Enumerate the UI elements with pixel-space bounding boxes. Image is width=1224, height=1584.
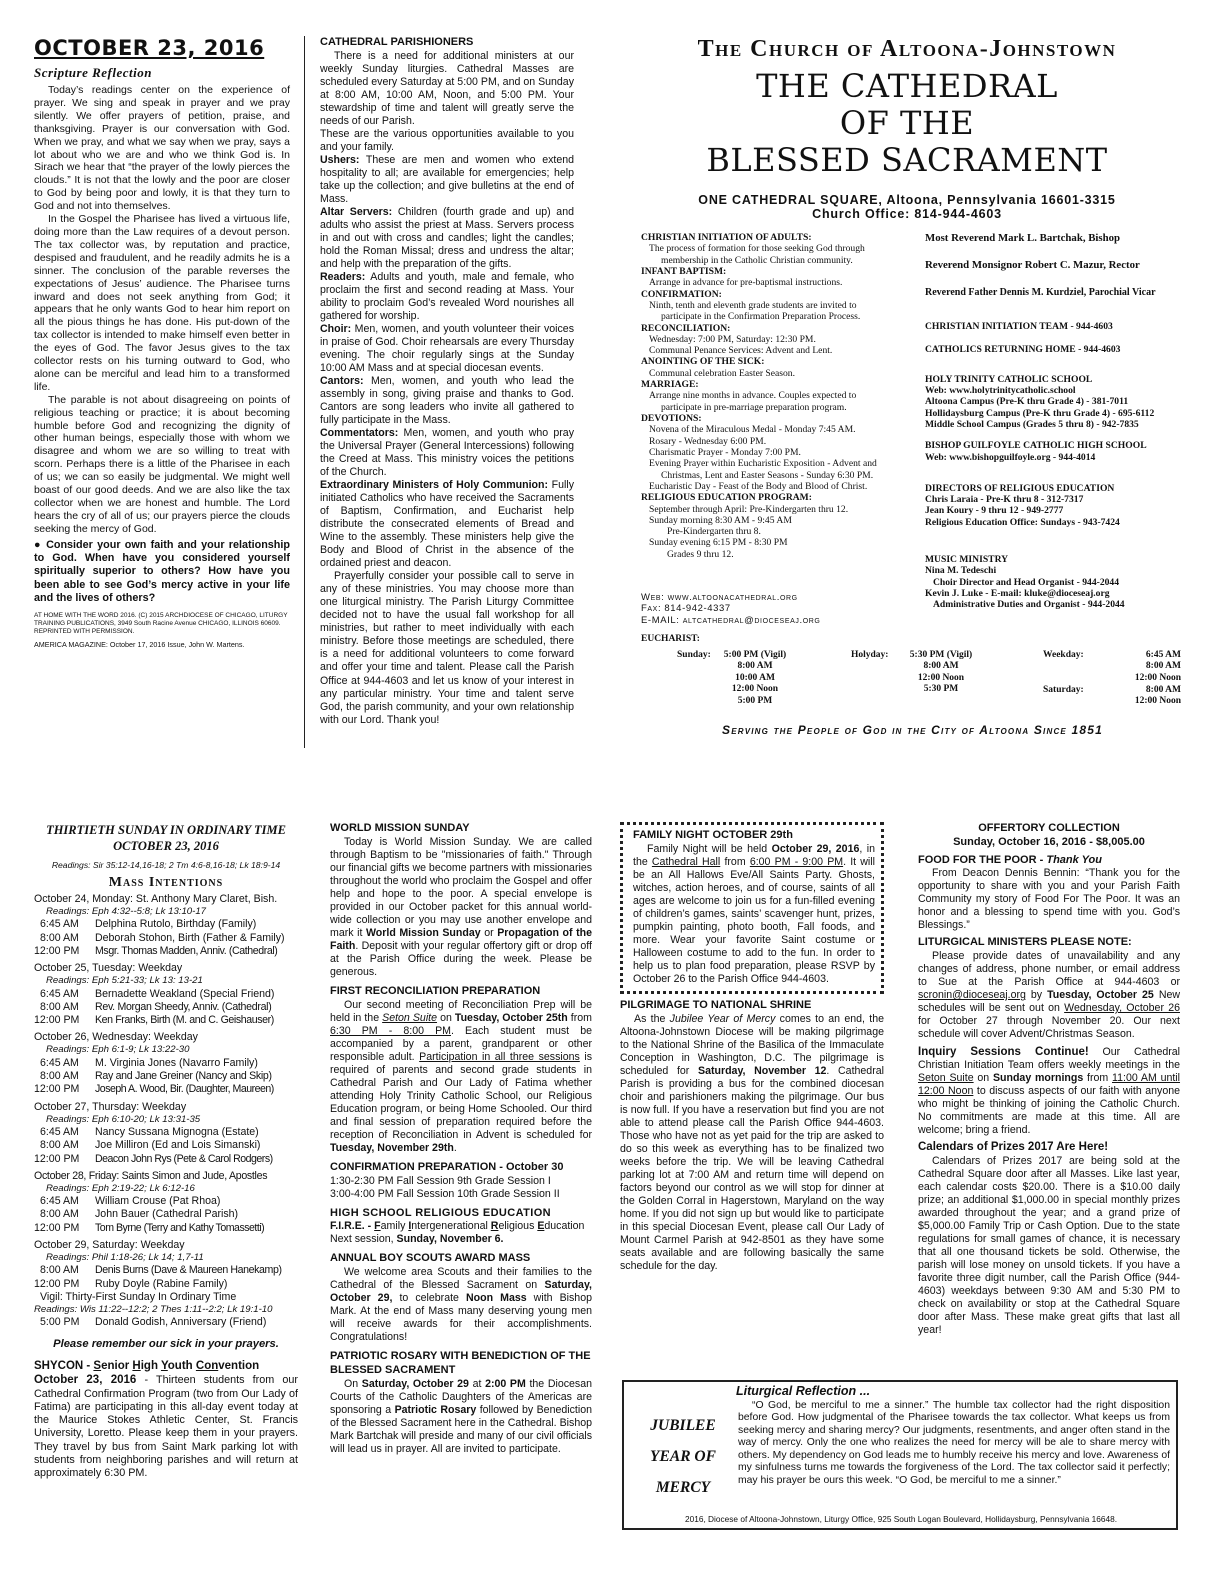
ministry-item: Readers: Adults and youth, male and female, who proclaim the first and second reading at Mass. Your ability to proclaim God’s revealed Word nourishes all gathered for worship. <box>320 271 574 323</box>
mass-intentions-column: THIRTIETH SUNDAY IN ORDINARY TIME OCTOBER 23, 2016 Readings: Sir 35:12-14,16-18; 2 Tm 4:6-8,16-18; Lk 18:9-14 Mass Intentions October 24, Monday: St. Anthony Mary Claret, Bish. Readings: Eph 4:32--5:8; Lk 13:10-17 6:45 AM Delphina Rutolo, Birthday (Family) 8:00 AM Deborah Stohon, Birth (Father & Family) 12:00 PM Msgr. Thomas Madden, Anniv. (Cathedral) October 25, Tuesday: Weekday Readings: Eph 5:21-33; Lk 13: 13-21 6:45 AM Bernadette Weakland (Special Friend) 8:00 AM Rev. Morgan Sheedy, Anniv. (Cathedral) 12:00 PM Ken Franks, Birth (M. and C. Geishauser) October 26, Wednesday: Weekday Readings: Eph 6:1-9; Lk 13:22-30 6:45 AM M. Virginia Jones (Navarro Family) 8:00 AM Ray and Jane Greiner (Nancy and Skip) 12:00 PM Joseph A. Wood, Bir. (Daughter, Maureen) October 27, Thursday: Weekday Readings: Eph 6:10-20; Lk 13:31-35 6:45 AM Nancy Sussana Mignogna (Estate) 8:00 AM Joe Milliron (Ed and Lois Simanski) 12:00 PM Deacon John Rys (Pete & Carol Rodgers) October 28, Friday: Saints Simon and Jude, Apostles Readings: Eph 2:19-22; Lk 6:12-16 6:45 AM William Crouse (Pat Rhoa) 8:00 AM John Bauer (Cathedral Parish) 12:00 PM Tom Byrne (Terry and Kathy Tomassetti) October 29, Saturday: Weekday Readings: Phil 1:18-26; Lk 14; 1,7-11 8:00 AM Denis Burns (Dave & Maureen Hanekamp) 12:00 PM Ruby Doyle (Rabine Family) Vigil: Thirty-First Sunday In Ordinary Time Readings: Wis 11:22--12:2; 2 Thes 1:11--2:2; Lk 19:1-10 5:00 PM Donald Godish, Anniversary (Friend) Please remember our sick in your prayers. SHYCON - Senior High Youth Convention October 23, 2016 - Thirteen students from our Cathedral Confirmation Program (two from Our Lady of Fatima) are participating in this all-day event today at the Maurice Stokes Athletic Center, St. Francis University, Loretto. Please keep them in your prayers. They travel by bus from Saint Mark parking lot with students from neighboring parishes and will return at approximately 6:30 PM. <box>34 823 298 1480</box>
ministry-item: Choir: Men, women, and youth volunteer their voices in praise of God. Choir rehearsals are every Thursday evening. The choir regularly sings at the Sunday 10:00 AM Mass and at special diocesan events. <box>320 323 574 375</box>
sunday-date: OCTOBER 23, 2016 <box>113 839 219 853</box>
directory-entry: CHRISTIAN INITIATION TEAM - 944-4603 <box>925 321 1113 332</box>
pilgrimage-section: PILGRIMAGE TO NATIONAL SHRINE As the Jubilee Year of Mercy comes to an end, the Altoona-Johnstown Diocese will be making pilgrimage to the National Shrine of the Basilica of the Immaculate Conception in Washington, D.C. The pilgrimage is scheduled for Saturday, November 12. Cathedral Parish is providing a bus for the combined diocesan choir and parishioners making the pilgrimage. Our bus is now full. If you have a reservation but find you are not able to attend please call the Parish Office 944-4603. Those who have not as yet paid for the trip are asked to do so this week as everything has to be finalized two weeks before the trip. We will be leaving Cathedral parking lot at 7:00 AM and return time will depend on factors beyond our control as we will stop for dinner at the Golden Corral in Hagerstown, Maryland on the way home. If you did not sign up but would like to participate in this special Diocesan Event, please call Our Lady of Mount Carmel Parish at 942-8501 as they have some seats available and are following basically the same schedule for the day. <box>620 998 884 1272</box>
reconciliation-section: FIRST RECONCILIATION PREPARATION Our second meeting of Reconciliation Prep will be held in the Seton Suite on Tuesday, October 25th from 6:30 PM - 8:00 PM. Each student must be accompanied by a parent, grandparent or other responsible adult. Participation in all three sessions is required of parents and second grade students in Cathedral Parish and Our Lady of Fatima whether attending Holy Trinity Catholic School, our Religious Education program, or being Home Schooled. Our third and final session of preparation required before the reception of Reconciliation in Advent is scheduled for Tuesday, November 29th. <box>330 984 593 1154</box>
bullet-icon: ● <box>34 538 47 551</box>
ministers-note-section: LITURGICAL MINISTERS PLEASE NOTE: Please provide dates of unavailability and any changes of address, phone number, or email address to Sue at the Parish Office at 944-4603 or scronin@dioceseaj.org by Tuesday, October 25 New schedules will be sent out on Wednesday, October 26 for October 27 through November 20. Our next schedule will cover Advent/Christmas Season. <box>918 936 1181 1041</box>
liturgical-reflection-box <box>622 1380 1178 1530</box>
jubilee-badge: JUBILEE YEAR OF MERCY <box>650 1417 716 1496</box>
paragraph: There is a need for additional ministers at our weekly Sunday liturgies. Cathedral Masses are scheduled every Saturday at 5:00 PM, and on Sunday at 8:00 AM, 10:00 AM, Noon, and 5:00 PM. Your stewardship of time and talent will greatly serve the needs of our Parish. <box>320 49 574 127</box>
holy-trinity-school: HOLY TRINITY CATHOLIC SCHOOL Web: www.holytrinitycatholic.school Altoona Campus (Pre-K thru Grade 4) - 381-7011 Hollidaysburg Campus (Pre-K thru Grade 4) - 695-6112 Middle School Campus (Grades 5 thru 8) - 942-7835 <box>925 373 1155 430</box>
ministry-item: Ushers: These are men and women who extend hospitality to all; are available for emergencies; help take up the collection; and give bulletins at the end of Mass. <box>320 153 574 205</box>
food-for-poor-section: FOOD FOR THE POOR - Thank You From Deacon Dennis Bennin: “Thank you for the opportunity to share with you and your Parish Faith Community my story of Food For The Poor. It was an honor and a blessing to spend time with you. God’s Blessings.” <box>918 853 1180 932</box>
email-link[interactable]: E-MAIL: altcathedral@dioceseaj.org <box>641 614 821 626</box>
reflection-question: ● Consider your own faith and your relationship to God. When have you considered yourself spiritually superior to others? How have you been able to see God’s mercy active in your life and the lives of others? <box>34 538 290 605</box>
world-mission-section: WORLD MISSION SUNDAY Today is World Mission Sunday. We are called through Baptism to be "missionaries of faith." Through our financial gifts we become partners with missionaries throughout the world who proclaim the Gospel and offer help and hope to the poor. A special envelope is provided in our October packet for this annual world-wide collection or you may use another envelope and mark it World Mission Sunday or Propagation of the Faith. Deposit with your regular offertory gift or drop off at the Parish Office during the week. Please be generous. <box>330 822 593 978</box>
family-night-box: FAMILY NIGHT OCTOBER 29th Family Night will be held October 29, 2016, in the Cathedral Hall from 6:00 PM - 9:00 PM. It will be an All Hallows Eve/All Saints Party. Ghosts, witches, action heroes, and of course, saints of all ages are welcome to join us for a fun-filled evening of children’s games, saints’ scavenger hunt, prizes, pumpkin painting, photo booth, Fall foods, and more. Wear your favorite Saint costume or Halloween costume to add to the fun. In order to help us to plan food preparation, please RSVP by October 26 to the Parish Office 944-4603. <box>620 822 884 994</box>
paragraph: These are the various opportunities available to you and your family. <box>320 127 574 153</box>
offertory-amount: Sunday, October 16, 2016 - $8,005.00 <box>953 835 1145 848</box>
tagline: Serving the People of God in the City of Altoona Since 1851 <box>721 723 1103 737</box>
events-column <box>620 822 884 1273</box>
offertory-title: OFFERTORY COLLECTION <box>978 822 1120 834</box>
email-link[interactable]: scronin@dioceseaj.org <box>918 989 1026 1002</box>
cathedral-title: OF THE <box>839 104 975 142</box>
column-divider <box>304 36 305 748</box>
eucharist-label: EUCHARIST: <box>641 634 700 644</box>
reflection-credit: 2016, Diocese of Altoona-Johnstown, Liturgy Office, 925 South Logan Boulevard, Hollidaysburg, Pennsylvania 16648. <box>684 1514 1118 1524</box>
sick-reminder: Please remember our sick in your prayers. <box>53 1337 279 1350</box>
inquiry-section: Inquiry Sessions Continue! Our Cathedral Christian Initiation Team offers weekly meetings in the Seton Suite on Sunday mornings from 11:00 AM until 12:00 Noon to discuss aspects of our faith with anyone who might be thinking of joining the Catholic Church. No commitments are made at this time. All are welcome; bring a friend. <box>918 1046 1181 1137</box>
offertory-column <box>918 822 1180 1337</box>
fax: Fax: 814-942-4337 <box>641 603 731 615</box>
intention-day: October 26, Wednesday: Weekday Readings: Eph 6:1-9; Lk 13:22-30 6:45 AM M. Virginia Jones (Navarro Family) 8:00 AM Ray and Jane Greiner (Nancy and Skip) 12:00 PM Joseph A. Wood, Bir. (Daughter, Maureen) <box>34 1031 274 1096</box>
clergy-name: Most Reverend Mark L. Bartchak, Bishop <box>925 232 1121 244</box>
bishop-guilfoyle-school: BISHOP GUILFOYLE CATHOLIC HIGH SCHOOL Web: www.bishopguilfoyle.org - 944-4014 <box>925 440 1147 463</box>
section-title: SHYCON - Senior High Youth Convention <box>34 1359 260 1372</box>
scripture-title: Scripture Reflection <box>34 65 152 80</box>
clergy-name: Reverend Monsignor Robert C. Mazur, Rector <box>925 259 1140 271</box>
sacrament-heading: MARRIAGE: <box>641 379 699 391</box>
scripture-paragraph: The parable is not about disagreeing on points of religious teaching or practice; it is about becoming humble before God and recognizing the dignity of other human beings, especially those with whom we disagree and whom we are so willing to treat with scorn. Perhaps there is a little of the Pharisee in each of us; we can so easily be judgmental. We might well boast of our good deeds. And we are also like the tax collector when we are honest and humble. The Lord hears the cry of all of us; our prayers pierce the clouds seeking the mercy of God. <box>34 393 290 535</box>
intention-day: October 28, Friday: Saints Simon and Jude, Apostles Readings: Eph 2:19-22; Lk 6:12-16 6:45 AM William Crouse (Pat Rhoa) 8:00 AM John Bauer (Cathedral Parish) 12:00 PM Tom Byrne (Terry and Kathy Tomassetti) <box>34 1169 268 1234</box>
eucharist-schedule: EUCHARIST: Sunday: 5:00 PM (Vigil) 8:00 AM 10:00 AM 12:00 Noon 5:00 PM Holyday: 5:30 PM (Vigil) 8:00 AM 12:00 Noon 5:30 PM Weekday: 6:45 AM 8:00 AM 12:00 Noon Saturday: 8:00 AM 12:00 Noon <box>641 634 1181 707</box>
ministry-item: Altar Servers: Children (fourth grade and up) and adults who assist the priest at Mass. Servers process in and out with cross and candles; light the candles; hold the Roman Missal; dress and undress the altar; and help with the preparation of the gifts. <box>320 205 574 270</box>
vigil: Vigil: Thirty-First Sunday In Ordinary Time <box>40 1290 237 1303</box>
cathedral-title: BLESSED SACRAMENT <box>706 141 1108 179</box>
masthead <box>620 36 1194 221</box>
ministry-item: Cantors: Men, women, and youth who lead the assembly in song, giving praise and thanks to God. Cantors are song leaders who invite all gathered to fully participate in the Mass. <box>320 375 574 427</box>
intention-day: October 27, Thursday: Weekday Readings: Eph 6:10-20; Lk 13:31-35 6:45 AM Nancy Sussana Mignogna (Estate) 8:00 AM Joe Milliron (Ed and Lois Simanski) 12:00 PM Deacon John Rys (Pete & Carol Rodgers) <box>34 1100 273 1165</box>
intention-day: October 25, Tuesday: Weekday Readings: Eph 5:21-33; Lk 13: 13-21 6:45 AM Bernadette Weakland (Special Friend) 8:00 AM Rev. Morgan Sheedy, Anniv. (Cathedral) 12:00 PM Ken Franks, Birth (M. and C. Geishauser) <box>34 962 275 1027</box>
sunday-title: THIRTIETH SUNDAY IN ORDINARY TIME <box>46 823 286 837</box>
reflection-title: Liturgical Reflection ... <box>736 1384 871 1398</box>
ministry-item: Extraordinary Ministers of Holy Communion: Fully initiated Catholics who have received the Sacraments of Baptism, Confirmation, and Eucharist help distribute the consecrated elements of Bread and Wine to the assembly. These ministers help give the Body and Blood of Christ in the absence of the ordained priest and deacon. <box>320 479 574 570</box>
hs-religious-ed-section: HIGH SCHOOL RELIGIOUS EDUCATION F.I.R.E. - Family Intergenerational Religious Education Next session, Sunday, November 6. <box>330 1206 585 1246</box>
paragraph: Prayerfully consider your possible call to serve in any of these ministries. You may choose more than one liturgical ministry. The Parish Liturgy Committee decided not to have the usual fall workshop for all ministries, but rather to meet individually with each ministry. Before those meetings are scheduled, there is a need for additional volunteers to come forward and offer your time and talent. Please call the Parish Office at 944-4603 and let us know of your interest in any particular ministry. Your time and talent serve God, the parish community, and your own relationship with our Lord. Thank you! <box>320 570 574 726</box>
vigil-readings: Readings: Wis 11:22--12:2; 2 Thes 1:11--2:2; Lk 19:1-10 <box>34 1303 273 1315</box>
office-phone: Church Office: 814-944-4603 <box>812 207 1002 221</box>
section-title: CATHEDRAL PARISHIONERS <box>320 36 474 48</box>
intention-day: October 24, Monday: St. Anthony Mary Claret, Bish. Readings: Eph 4:32--5:8; Lk 13:10-17 6:45 AM Delphina Rutolo, Birthday (Family) 8:00 AM Deborah Stohon, Birth (Father & Family) 12:00 PM Msgr. Thomas Madden, Anniv. (Cathedral) <box>34 893 285 957</box>
credit: AT HOME WITH THE WORD 2016. (C) 2015 ARCHDIOCESE OF CHICAGO, LITURGY TRAINING PUBLICATIONS, 3949 South Racine Avenue CHICAGO, ILLINOIS 60609. REPRINTED WITH PERMISSION. <box>34 611 288 636</box>
sacrament-heading: DEVOTIONS: <box>641 413 702 424</box>
clergy-name: Reverend Father Dennis M. Kurdziel, Parochial Vicar <box>925 287 1156 298</box>
scripture-column <box>34 36 290 649</box>
contact-info <box>641 592 901 626</box>
credit: AMERICA MAGAZINE: October 17, 2016 Issue, John W. Martens. <box>34 639 245 649</box>
parishioners-column <box>320 36 574 727</box>
religious-education-directors: DIRECTORS OF RELIGIOUS EDUCATION Chris Laraia - Pre-K thru 8 - 312-7317 Jean Koury - 9 thru 12 - 949-2777 Religious Education Office: Sundays - 943-7424 <box>925 482 1120 528</box>
shycon-section: SHYCON - Senior High Youth Convention October 23, 2016 - Thirteen students from our Cathedral Confirmation Program (two from Our Lady of Fatima) are participating in this all-day event today at the Maurice Stokes Athletic Center, St. Francis University, Loretto. Please keep them in your prayers. They travel by bus from Saint Mark parking lot with students from neighboring parishes and will return at approximately 6:30 PM. <box>34 1359 298 1480</box>
sacraments-list: CHRISTIAN INITIATION OF ADULTS: The process of formation for those seeking God through membership in the Catholic Christian community. INFANT BAPTISM: Arrange in advance for pre-baptismal instructions. CONFIRMATION: Ninth, tenth and eleventh grade students are invited to participate in the Confirmation Preparation Process. RECONCILIATION: Wednesday: 7:00 PM, Saturday: 12:30 PM. Communal Penance Services: Advent and Lent. ANOINTING OF THE SICK: Communal celebration Easter Season. MARRIAGE: Arrange nine months in advance. Couples expected to participate in pre-marriage preparation program. DEVOTIONS: Novena of the Miraculous Medal - Monday 7:45 AM. Rosary - Wednesday 6:00 PM. Charismatic Prayer - Monday 7:00 PM. Evening Prayer within Eucharistic Exposition - Advent and Christmas, Lent and Easter Seasons - Sunday 6:30 PM. Eucharistic Day - Feast of the Body and Blood of Christ. RELIGIOUS EDUCATION PROGRAM: September through April: Pre-Kindergarten thru 12. Sunday morning 8:30 AM - 9:45 AM Pre-Kindergarten thru 8. Sunday evening 6:15 PM - 8:30 PM Grades 9 thru 12. <box>641 232 906 560</box>
address: ONE CATHEDRAL SQUARE, Altoona, Pennsylvania 16601-3315 <box>698 193 1116 207</box>
sacrament-heading: CHRISTIAN INITIATION OF ADULTS: <box>641 232 812 243</box>
reflection-body: “O God, be merciful to me a sinner.” The humble tax collector had the right disposition before God. How judgmental of the Pharisee towards the tax collector. What keeps us from seeking mercy and sharing mercy? Our judgments, resentments, and anger often stand in the way of mercy. Only the one who realizes the need for mercy will be ale to share mercy with others. My dependency on God leads me to humbly receive his mercy and love. Awareness of my sinfulness turns me towards the forgiveness of the Lord. The tax collector said it perfectly; may his prayer be ours this week. “O God, be merciful to me a sinner.” <box>738 1400 1170 1486</box>
intention-day: October 29, Saturday: Weekday Readings: Phil 1:18-26; Lk 14; 1,7-11 8:00 AM Denis Burns (Dave & Maureen Hanekamp) 12:00 PM Ruby Doyle (Rabine Family) <box>34 1238 282 1290</box>
church-name: The Church of Altoona-Johnstown <box>697 36 1117 62</box>
sacrament-heading: INFANT BAPTISM: <box>641 265 727 277</box>
announcements-column <box>330 822 592 1456</box>
clergy-directory <box>925 232 1195 611</box>
scripture-paragraph: Today’s readings center on the experience of prayer. We sing and speak in prayer and we pray silently. We offer prayers of petition, praise, and thanksgiving. Prayer is our conversation with God. When we pray, and what we say when we pray, says a lot about who we are and who we think God is. In Sirach we hear that “the prayer of the lowly pierces the clouds.” It is not that the lowly and the poor are closer to God by being poor and lowly, it is that they turn to God and not into themselves. <box>34 84 290 213</box>
ministry-item: Commentators: Men, women, and youth who pray the Universal Prayer (General Intercessions) following the Creed at Mass. This ministry voices the petitions of the Church. <box>320 427 574 479</box>
web-link[interactable]: Web: www.altoonacathedral.org <box>641 592 798 603</box>
directory-entry: CATHOLICS RETURNING HOME - 944-4603 <box>925 344 1121 356</box>
cathedral-title: THE CATHEDRAL <box>756 67 1058 105</box>
rosary-section: PATRIOTIC ROSARY WITH BENEDICTION OF THE BLESSED SACRAMENT On Saturday, October 29 at 2:00 PM the Diocesan Courts of the Catholic Daughters of the Americas are sponsoring a Patriotic Rosary followed by Benediction of the Blessed Sacrament here in the Cathedral. Bishop Mark Bartchak will preside and many of our civil officials will lead us in prayer. All are invited to participate. <box>330 1350 592 1455</box>
scouts-section: ANNUAL BOY SCOUTS AWARD MASS We welcome area Scouts and their families to the Cathedral of the Blessed Sacrament on Saturday, October 29, to celebrate Noon Mass with Bishop Mark. At the end of Mass many deserving young men will receive awards for their accomplishments. Congratulations! <box>330 1252 592 1344</box>
sacrament-heading: CONFIRMATION: <box>641 288 722 300</box>
sacrament-heading: RELIGIOUS EDUCATION PROGRAM: <box>641 492 812 504</box>
scripture-paragraph: In the Gospel the Pharisee has lived a virtuous life, doing more than the Law requires of a devout person. The tax collector was, by reputation and practice, despised and fraudulent, and he readily admits he is a sinner. The conclusion of the parable reverses the expectations of Jesus’ audience. The Pharisee turns inward and does not seek anything from God; it appears that he only wants God to hear him report on all the pious things he has done. His put-down of the tax collector is intended to make himself even better in the eyes of God. The favor Jesus gives to the tax collector rests on his turning outward to God, who alone can be merciful and lead him to a transformed life. <box>34 213 290 393</box>
date-heading: OCTOBER 23, 2016 <box>34 36 265 60</box>
sacrament-heading: ANOINTING OF THE SICK: <box>641 356 765 368</box>
readings: Readings: Sir 35:12-14,16-18; 2 Tm 4:6-8,16-18; Lk 18:9-14 <box>51 860 281 870</box>
sacrament-heading: RECONCILIATION: <box>641 322 731 334</box>
section-title: Mass Intentions <box>108 875 224 890</box>
calendar-prizes-section: Calendars of Prizes 2017 Are Here! Calendars of Prizes 2017 are being sold at the Cathedral Square door after all Masses. Like last year, each calendar costs $20.00. There is a $10.00 daily prize; an additional $1,000.00 in special monthly prizes awarded throughout the year; and a grand prize of $5,000.00 Family Trip or Cash Option. Due to the state regulations for small games of chance, it is necessary that all one thousand tickets be sold. Otherwise, the parish will lose money on unsold tickets. If you have a favorite three digit number, call the Parish Office (944-4603) weekdays between 9:30 AM and 5:30 PM to check on availability or stop at the Cathedral Square door after Mass. These make great gifts that last all year! <box>918 1141 1180 1337</box>
music-ministry: MUSIC MINISTRY Nina M. Tedeschi Choir Director and Head Organist - 944-2044 Kevin J. Luke - E-mail: kluke@dioceseaj.org Administrative Duties and Organist - 944-2044 <box>925 554 1125 611</box>
confirmation-section: CONFIRMATION PREPARATION - October 30 1:30-2:30 PM Fall Session 9th Grade Session I 3:00-4:00 PM Fall Session 10th Grade Session II <box>330 1160 564 1200</box>
